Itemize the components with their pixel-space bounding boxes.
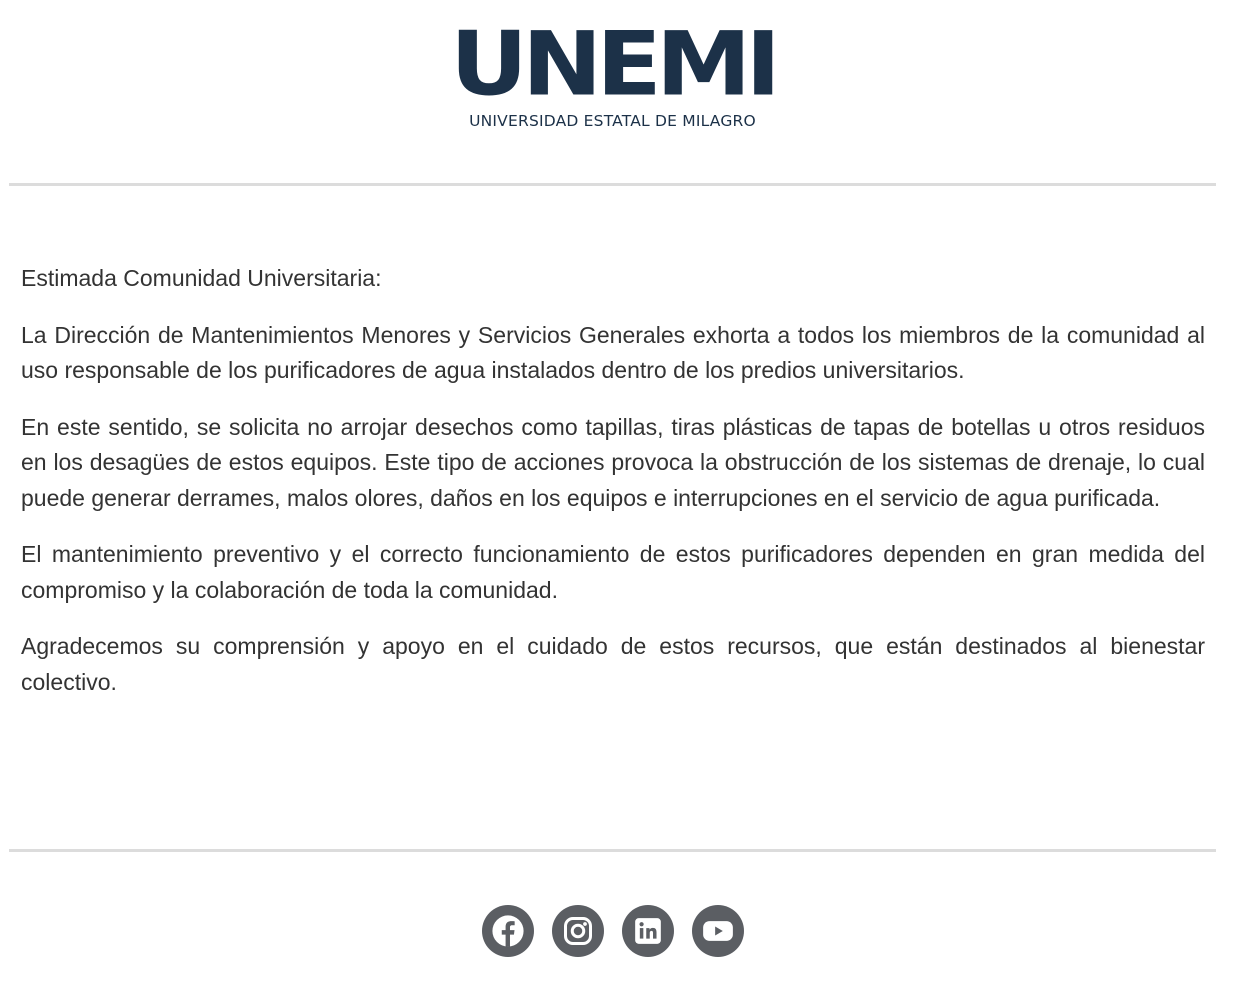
logo-subtitle: UNIVERSIDAD ESTATAL DE MILAGRO <box>469 112 756 130</box>
paragraph-4: Agradecemos su comprensión y apoyo en el cuidado de estos recursos, que están destinados al bienestar colectivo. <box>21 633 1205 695</box>
header-divider <box>9 183 1216 186</box>
instagram-icon <box>563 916 593 946</box>
social-links <box>482 905 744 957</box>
linkedin-icon <box>634 917 662 945</box>
logo-wordmark: UNEMI <box>450 12 776 116</box>
paragraph-3: El mantenimiento preventivo y el correcto funcionamiento de estos purificadores dependen en gran medida del compromiso y la colaboración de toda la comunidad. <box>21 541 1205 603</box>
message-body <box>21 261 1205 721</box>
linkedin-link[interactable] <box>622 905 674 957</box>
instagram-link[interactable] <box>552 905 604 957</box>
footer-divider <box>9 849 1216 852</box>
paragraph-2: En este sentido, se solicita no arrojar desechos como tapillas, tiras plásticas de tapas de botellas u otros residuos en los desagües de estos equipos. Este tipo de acciones provoca la obstrucción de los sistemas de drenaje, lo cual puede generar derrames, malos olores, daños en los equipos e interrupciones en el servicio de agua purificada. <box>21 413 1205 511</box>
paragraph-1: La Dirección de Mantenimientos Menores y Servicios Generales exhorta a todos los miembros de la comunidad al uso responsable de los purificadores de agua instalados dentro de los predios universitarios. <box>21 321 1205 383</box>
unemi-logo <box>450 12 776 134</box>
greeting: Estimada Comunidad Universitaria: <box>21 265 382 291</box>
facebook-icon <box>491 914 525 948</box>
facebook-link[interactable] <box>482 905 534 957</box>
youtube-icon <box>701 914 735 948</box>
youtube-link[interactable] <box>692 905 744 957</box>
